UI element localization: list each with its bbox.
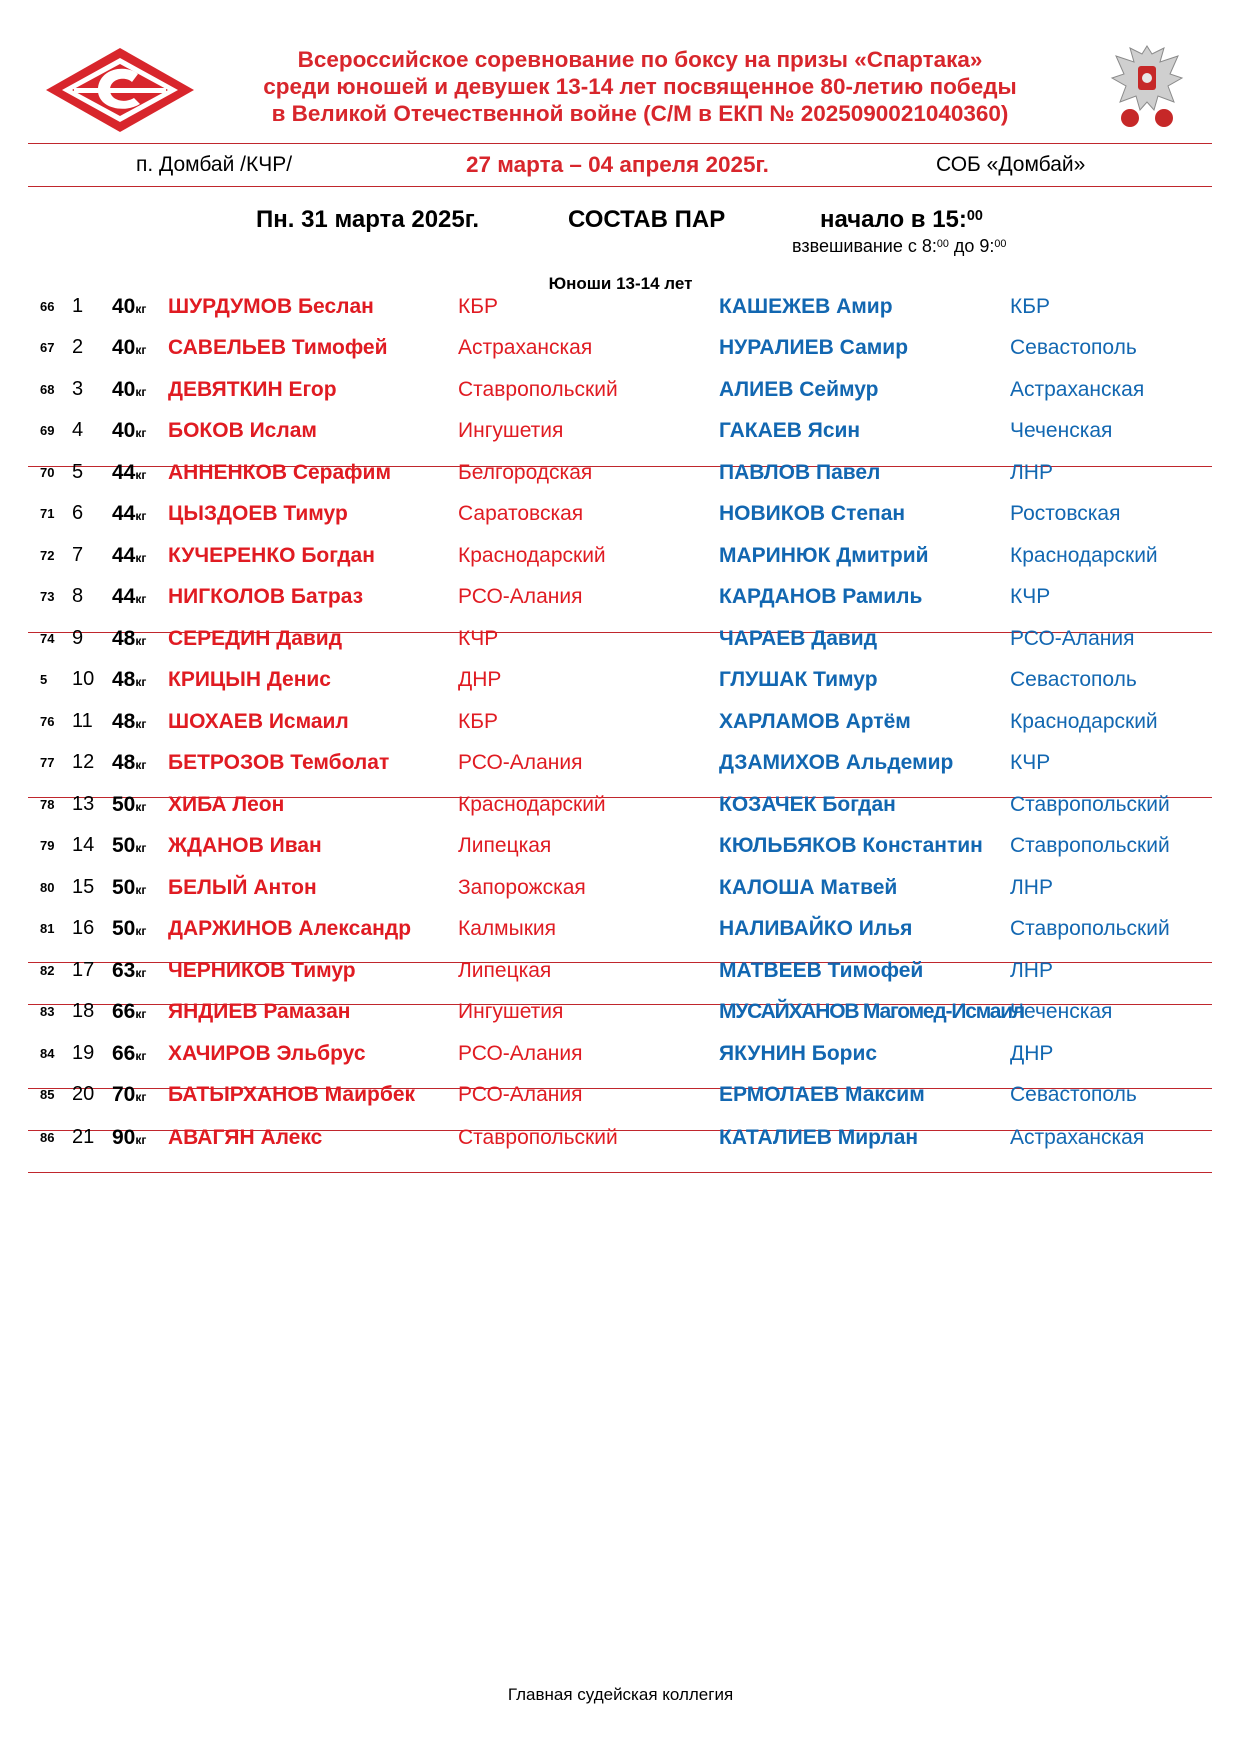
bout-number: 12 bbox=[72, 751, 95, 773]
bout-number: 3 bbox=[72, 378, 84, 400]
bout-row bbox=[28, 950, 1212, 991]
title-line-2: среди юношей и девушек 13-14 лет посвященное 80-летию победы bbox=[263, 74, 1017, 99]
bout-number: 10 bbox=[72, 668, 95, 690]
blue-corner-name: НАЛИВАЙКО Илья bbox=[719, 917, 913, 940]
red-corner-name: КУЧЕРЕНКО Богдан bbox=[168, 544, 375, 567]
red-corner-region: РСО-Алания bbox=[458, 1083, 583, 1106]
blue-corner-region: Астраханская bbox=[1010, 1126, 1145, 1149]
blue-corner-name: КЮЛЬБЯКОВ Константин bbox=[719, 834, 983, 857]
weight-class: 48кг bbox=[112, 627, 147, 650]
blue-corner-region: Астраханская bbox=[1010, 378, 1145, 401]
weight-class: 44кг bbox=[112, 585, 147, 608]
title-line-3: в Великой Отечественной войне (С/М в ЕКП № 2025090021040360) bbox=[271, 101, 1009, 126]
bout-id: 5 bbox=[40, 672, 48, 687]
bout-id: 71 bbox=[40, 506, 55, 521]
red-corner-name: ШУРДУМОВ Беслан bbox=[168, 295, 374, 318]
red-corner-name: НИГКОЛОВ Батраз bbox=[168, 585, 364, 608]
venue: СОБ «Домбай» bbox=[936, 153, 1086, 176]
bout-number: 18 bbox=[72, 1000, 95, 1022]
red-corner-name: ЯНДИЕВ Рамазан bbox=[168, 1000, 351, 1023]
blue-corner-region: Севастополь bbox=[1010, 1083, 1137, 1106]
bout-id: 84 bbox=[40, 1046, 55, 1061]
bout-number: 19 bbox=[72, 1042, 95, 1064]
bout-number: 20 bbox=[72, 1083, 95, 1105]
bout-row bbox=[28, 659, 1212, 700]
start-time: начало в 15:$^{00}$ bbox=[820, 206, 983, 233]
blue-corner-region: РСО-Алания bbox=[1010, 627, 1135, 650]
blue-corner-name: МУСАЙХАНОВ Магомед-Исмаил bbox=[719, 1000, 1025, 1023]
weight-class: 44кг bbox=[112, 461, 147, 484]
weight-class: 90кг bbox=[112, 1126, 147, 1149]
blue-corner-name: ЧАРАЕВ Давид bbox=[719, 627, 878, 650]
bout-row bbox=[28, 410, 1212, 451]
blue-corner-name: ЕРМОЛАЕВ Максим bbox=[719, 1083, 925, 1106]
blue-corner-region: Чеченская bbox=[1010, 419, 1113, 442]
bout-id: 79 bbox=[40, 838, 55, 853]
bout-id: 83 bbox=[40, 1004, 55, 1019]
weight-class: 66кг bbox=[112, 1000, 147, 1023]
blue-corner-name: ПАВЛОВ Павел bbox=[719, 461, 881, 484]
bout-id: 72 bbox=[40, 548, 55, 563]
bout-id: 82 bbox=[40, 963, 55, 978]
red-corner-name: ЧЕРНИКОВ Тимур bbox=[168, 959, 356, 982]
red-corner-region: Краснодарский bbox=[458, 544, 606, 567]
red-corner-region: КБР bbox=[458, 710, 499, 733]
red-corner-name: ДАРЖИНОВ Александр bbox=[168, 917, 412, 940]
bout-id: 70 bbox=[40, 465, 55, 480]
weight-class: 48кг bbox=[112, 710, 147, 733]
blue-corner-name: КАРДАНОВ Рамиль bbox=[719, 585, 923, 608]
bout-number: 7 bbox=[72, 544, 84, 566]
blue-corner-name: МАРИНЮК Дмитрий bbox=[719, 544, 929, 567]
bout-row bbox=[28, 618, 1212, 659]
blue-corner-region: Ставропольский bbox=[1010, 793, 1170, 816]
red-corner-region: Запорожская bbox=[458, 876, 586, 899]
bout-row bbox=[28, 1117, 1212, 1158]
blue-corner-name: КАТАЛИЕВ Мирлан bbox=[719, 1126, 919, 1149]
bout-row bbox=[28, 369, 1212, 410]
bout-row bbox=[28, 576, 1212, 617]
blue-corner-region: ЛНР bbox=[1010, 959, 1053, 982]
blue-corner-region: Краснодарский bbox=[1010, 544, 1158, 567]
blue-corner-region: Севастополь bbox=[1010, 336, 1137, 359]
bout-id: 77 bbox=[40, 755, 55, 770]
bout-number: 13 bbox=[72, 793, 95, 815]
bout-number: 5 bbox=[72, 461, 84, 483]
red-corner-region: РСО-Алания bbox=[458, 585, 583, 608]
bout-row bbox=[28, 908, 1212, 949]
red-corner-name: САВЕЛЬЕВ Тимофей bbox=[168, 336, 388, 359]
red-corner-region: Краснодарский bbox=[458, 793, 606, 816]
blue-corner-region: Краснодарский bbox=[1010, 710, 1158, 733]
blue-corner-region: Ставропольский bbox=[1010, 917, 1170, 940]
red-corner-name: АВАГЯН Алекс bbox=[168, 1126, 323, 1149]
bout-number: 15 bbox=[72, 876, 95, 898]
red-corner-region: Липецкая bbox=[458, 834, 552, 857]
red-corner-name: ЦЫЗДОЕВ Тимур bbox=[168, 502, 348, 525]
red-corner-region: Астраханская bbox=[458, 336, 593, 359]
blue-corner-region: КЧР bbox=[1010, 751, 1051, 774]
red-corner-name: БОКОВ Ислам bbox=[168, 419, 317, 442]
red-corner-name: СЕРЕДИН Давид bbox=[168, 627, 343, 650]
pairs-heading: СОСТАВ ПАР bbox=[568, 206, 726, 233]
bout-number: 8 bbox=[72, 585, 84, 607]
weight-class: 48кг bbox=[112, 668, 147, 691]
blue-corner-region: Севастополь bbox=[1010, 668, 1137, 691]
bout-id: 68 bbox=[40, 382, 55, 397]
bout-row bbox=[28, 991, 1212, 1032]
blue-corner-region: ДНР bbox=[1010, 1042, 1054, 1065]
bout-row bbox=[28, 1074, 1212, 1115]
weight-class: 40кг bbox=[112, 336, 147, 359]
blue-corner-region: КЧР bbox=[1010, 585, 1051, 608]
blue-corner-name: КАШЕЖЕВ Амир bbox=[719, 295, 893, 318]
blue-corner-name: НУРАЛИЕВ Самир bbox=[719, 336, 909, 359]
blue-corner-region: Чеченская bbox=[1010, 1000, 1113, 1023]
red-corner-region: РСО-Алания bbox=[458, 1042, 583, 1065]
bout-id: 85 bbox=[40, 1087, 55, 1102]
weight-class: 50кг bbox=[112, 917, 147, 940]
weigh-in-time: взвешивание с 8:$^{00}$ до 9:$^{00}$ bbox=[792, 236, 1007, 256]
weight-class: 48кг bbox=[112, 751, 147, 774]
bout-number: 6 bbox=[72, 502, 84, 524]
red-corner-name: БЕТРОЗОВ Темболат bbox=[168, 751, 390, 774]
bout-number: 14 bbox=[72, 834, 95, 856]
bout-number: 11 bbox=[72, 710, 93, 732]
bout-row bbox=[28, 493, 1212, 534]
bout-number: 9 bbox=[72, 627, 84, 649]
blue-corner-name: КОЗАЧЕК Богдан bbox=[719, 793, 896, 816]
weight-class: 50кг bbox=[112, 876, 147, 899]
weight-class: 40кг bbox=[112, 378, 147, 401]
weight-class: 63кг bbox=[112, 959, 147, 982]
red-corner-name: АННЕНКОВ Серафим bbox=[168, 461, 391, 484]
bout-number: 2 bbox=[72, 336, 84, 358]
red-corner-name: ХИБА Леон bbox=[168, 793, 285, 816]
red-corner-region: Ингушетия bbox=[458, 419, 564, 442]
bout-number: 21 bbox=[72, 1126, 95, 1148]
dates: 27 марта – 04 апреля 2025г. bbox=[466, 152, 769, 177]
day-date: Пн. 31 марта 2025г. bbox=[256, 206, 479, 233]
red-corner-region: КЧР bbox=[458, 627, 499, 650]
blue-corner-name: ГАКАЕВ Ясин bbox=[719, 419, 861, 442]
blue-corner-name: ХАРЛАМОВ Артём bbox=[719, 710, 911, 733]
bout-row bbox=[28, 327, 1212, 368]
red-corner-name: ХАЧИРОВ Эльбрус bbox=[168, 1042, 366, 1065]
red-corner-region: Ингушетия bbox=[458, 1000, 564, 1023]
red-corner-region: Липецкая bbox=[458, 959, 552, 982]
weight-class: 40кг bbox=[112, 295, 147, 318]
bout-row bbox=[28, 535, 1212, 576]
weight-class: 50кг bbox=[112, 834, 147, 857]
weight-class: 40кг bbox=[112, 419, 147, 442]
bout-number: 4 bbox=[72, 419, 84, 441]
bout-id: 66 bbox=[40, 299, 55, 314]
bout-id: 69 bbox=[40, 423, 55, 438]
bout-row bbox=[28, 784, 1212, 825]
blue-corner-region: ЛНР bbox=[1010, 461, 1053, 484]
blue-corner-name: ЯКУНИН Борис bbox=[719, 1042, 878, 1065]
red-corner-region: Саратовская bbox=[458, 502, 584, 525]
bout-id: 80 bbox=[40, 880, 55, 895]
bout-number: 17 bbox=[72, 959, 95, 981]
blue-corner-region: КБР bbox=[1010, 295, 1051, 318]
bout-number: 16 bbox=[72, 917, 95, 939]
bout-id: 74 bbox=[40, 631, 55, 646]
age-group: Юноши 13-14 лет bbox=[548, 274, 693, 293]
bout-row bbox=[28, 742, 1212, 783]
bout-row bbox=[28, 1033, 1212, 1074]
weight-class: 70кг bbox=[112, 1083, 147, 1106]
footer: Главная судейская коллегия bbox=[507, 1685, 734, 1704]
bout-id: 73 bbox=[40, 589, 55, 604]
blue-corner-name: АЛИЕВ Сеймур bbox=[719, 378, 879, 401]
blue-corner-name: МАТВЕЕВ Тимофей bbox=[719, 959, 924, 982]
weight-group-divider bbox=[28, 1172, 1212, 1173]
weight-class: 44кг bbox=[112, 544, 147, 567]
bout-row bbox=[28, 867, 1212, 908]
bout-id: 78 bbox=[40, 797, 55, 812]
title-line-1: Всероссийское соревнование по боксу на призы «Спартака» bbox=[297, 47, 983, 72]
blue-corner-name: НОВИКОВ Степан bbox=[719, 502, 906, 525]
bout-number: 1 bbox=[72, 295, 84, 317]
red-corner-name: БАТЫРХАНОВ Маирбек bbox=[168, 1083, 416, 1106]
bout-row bbox=[28, 825, 1212, 866]
bout-row bbox=[28, 452, 1212, 493]
bout-row bbox=[28, 286, 1212, 327]
red-corner-name: КРИЦЫН Денис bbox=[168, 668, 331, 691]
red-corner-region: РСО-Алания bbox=[458, 751, 583, 774]
red-corner-region: Ставропольский bbox=[458, 378, 618, 401]
bout-row bbox=[28, 701, 1212, 742]
blue-corner-name: КАЛОША Матвей bbox=[719, 876, 898, 899]
red-corner-region: Ставропольский bbox=[458, 1126, 618, 1149]
red-corner-name: БЕЛЫЙ Антон bbox=[168, 876, 317, 899]
blue-corner-region: ЛНР bbox=[1010, 876, 1053, 899]
blue-corner-name: ДЗАМИХОВ Альдемир bbox=[719, 751, 954, 774]
weight-class: 50кг bbox=[112, 793, 147, 816]
red-corner-region: Калмыкия bbox=[458, 917, 556, 940]
place: п. Домбай /КЧР/ bbox=[136, 153, 293, 176]
weight-class: 44кг bbox=[112, 502, 147, 525]
red-corner-name: ШОХАЕВ Исмаил bbox=[168, 710, 349, 733]
red-corner-region: КБР bbox=[458, 295, 499, 318]
blue-corner-region: Ставропольский bbox=[1010, 834, 1170, 857]
blue-corner-region: Ростовская bbox=[1010, 502, 1121, 525]
bout-id: 67 bbox=[40, 340, 55, 355]
red-corner-name: ДЕВЯТКИН Егор bbox=[168, 378, 337, 401]
weight-class: 66кг bbox=[112, 1042, 147, 1065]
red-corner-name: ЖДАНОВ Иван bbox=[168, 834, 322, 857]
red-corner-region: Белгородская bbox=[458, 461, 593, 484]
bout-id: 86 bbox=[40, 1130, 55, 1145]
bout-id: 76 bbox=[40, 714, 55, 729]
bout-id: 81 bbox=[40, 921, 55, 936]
blue-corner-name: ГЛУШАК Тимур bbox=[719, 668, 878, 691]
red-corner-region: ДНР bbox=[458, 668, 502, 691]
